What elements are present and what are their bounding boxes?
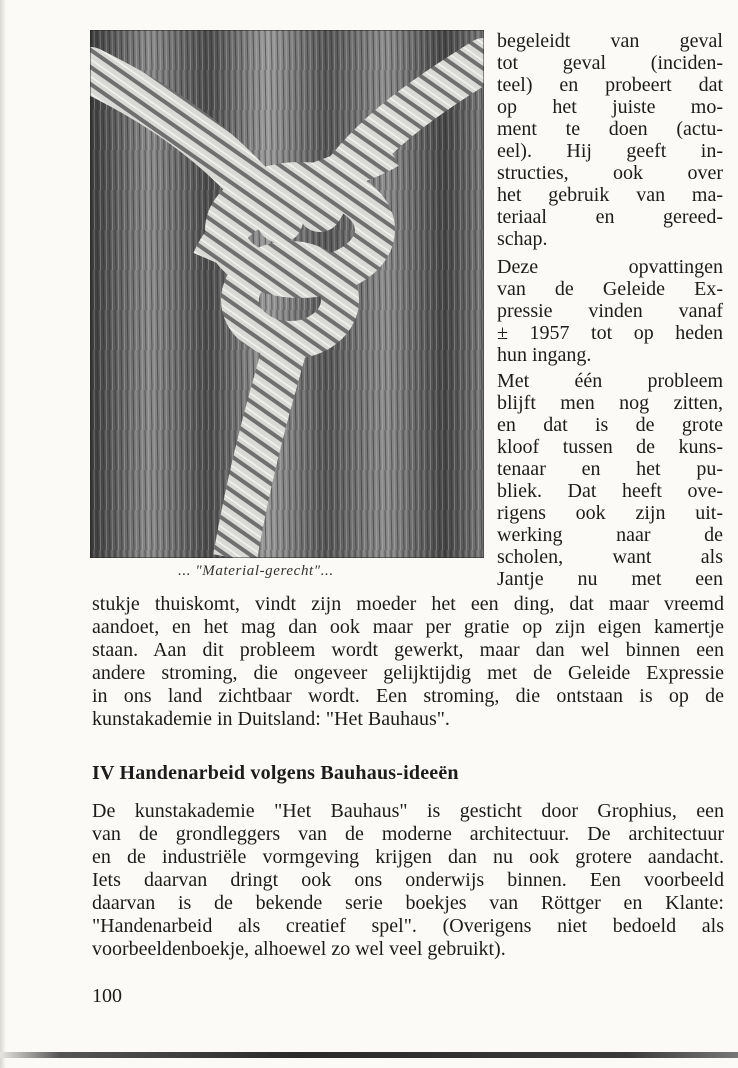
body-line: aandoet, en het mag dan ook maar per gratie op zijn eigen kamertje	[92, 616, 724, 638]
column-line: Deze opvattingen	[497, 256, 723, 278]
column-line: bliek. Dat heeft ove-	[497, 480, 723, 502]
body-line: "Handenarbeid als creatief spel". (Overigens niet bedoeld als	[92, 915, 724, 937]
body-line: en de industriële vormgeving krijgen dan nu ook grotere aandacht.	[92, 846, 724, 868]
column-line: structies, ook over	[497, 162, 723, 184]
rope-knot-photo	[90, 30, 484, 558]
body-line: voorbeeldenboekje, alhoewel zo wel veel gebruikt).	[92, 938, 506, 960]
body-line: stukje thuiskomt, vindt zijn moeder het een ding, dat maar vreemd	[92, 593, 724, 615]
column-line: pressie vinden vanaf	[497, 300, 723, 322]
page-number: 100	[92, 985, 122, 1007]
column-line: teel) en probeert dat	[497, 74, 723, 96]
page-edge-shadow	[0, 0, 6, 1068]
scan-bottom-edge	[0, 1052, 738, 1058]
column-line: scholen, want als	[497, 546, 723, 568]
column-line: hun ingang.	[497, 344, 592, 366]
section-heading: IV Handenarbeid volgens Bauhaus-ideeën	[92, 762, 459, 784]
body-line: staan. Aan dit probleem wordt gewerkt, maar dan wel binnen een	[92, 639, 724, 661]
column-line: eel). Hij geeft in-	[497, 140, 723, 162]
column-line: Met één probleem	[497, 370, 723, 392]
column-line: teriaal en gereed-	[497, 206, 723, 228]
body-line: daarvan is de bekende serie boekjes van Röttger en Klante:	[92, 892, 724, 914]
column-line: werking naar de	[497, 524, 723, 546]
column-line: rigens ook zijn uit-	[497, 502, 723, 524]
column-line: op het juiste mo-	[497, 96, 723, 118]
column-line: en dat is de grote	[497, 414, 723, 436]
column-line: tot geval (inciden-	[497, 52, 723, 74]
body-line: van de grondleggers van de moderne architectuur. De architectuur	[92, 823, 724, 845]
column-line: Jantje nu met een	[497, 568, 723, 590]
column-line: ± 1957 tot op heden	[497, 322, 723, 344]
body-line: Iets daarvan dringt ook ons onderwijs binnen. Een voorbeeld	[92, 869, 724, 891]
column-line: blijft men nog zitten,	[497, 392, 723, 414]
column-line: het gebruik van ma-	[497, 184, 723, 206]
column-line: ment te doen (actu-	[497, 118, 723, 140]
photo-caption: ... "Material-gerecht"...	[178, 563, 334, 579]
body-line: De kunstakademie "Het Bauhaus" is gesticht door Grophius, een	[92, 800, 724, 822]
column-line: schap.	[497, 228, 548, 250]
column-line: van de Geleide Ex-	[497, 278, 723, 300]
column-line: kloof tussen de kuns-	[497, 436, 723, 458]
column-line: tenaar en het pu-	[497, 458, 723, 480]
column-line: begeleidt van geval	[497, 30, 723, 52]
body-line: andere stroming, die ongeveer gelijktijdig met de Geleide Expressie	[92, 662, 724, 684]
body-line: in ons land zichtbaar wordt. Een stroming, die ontstaan is op de	[92, 685, 724, 707]
body-line: kunstakademie in Duitsland: "Het Bauhaus".	[92, 708, 450, 730]
